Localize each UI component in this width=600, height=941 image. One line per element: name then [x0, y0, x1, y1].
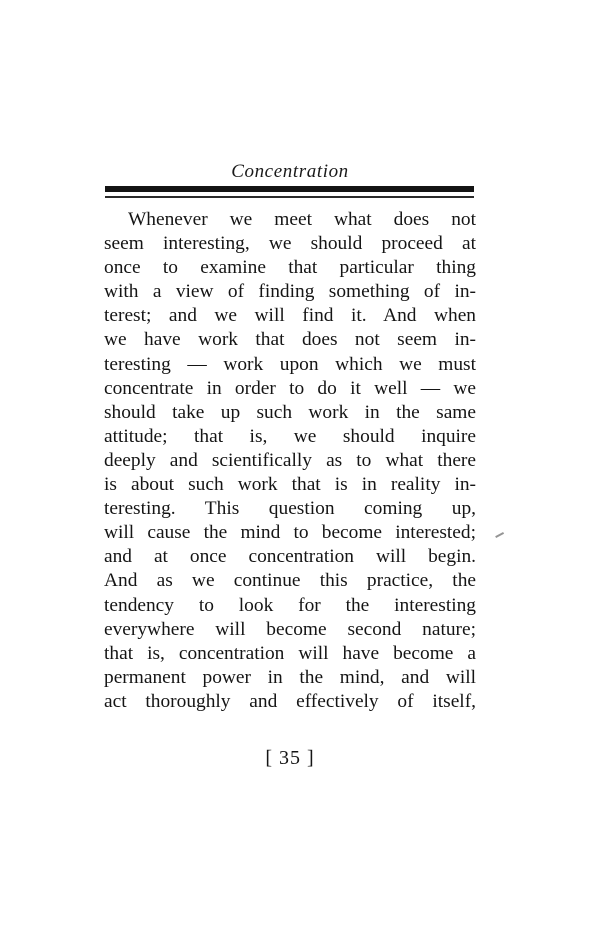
running-head: Concentration: [231, 161, 349, 182]
text-line: once to examine that particular thing: [104, 257, 476, 279]
text-line: teresting — work upon which we must: [104, 353, 476, 375]
text-line: Whenever we meet what does not: [128, 209, 476, 230]
text-line: teresting. This question coming up,: [104, 498, 476, 520]
text-line: And as we continue this practice, the: [104, 570, 476, 592]
header-rule-thin: [105, 196, 474, 198]
page-number: [ 35 ]: [265, 747, 315, 769]
text-line: permanent power in the mind, and will: [104, 666, 476, 688]
text-line: that is, concentration will have become a: [104, 642, 476, 664]
text-line: everywhere will become second nature;: [104, 618, 476, 640]
text-line: terest; and we will find it. And when: [104, 305, 476, 327]
text-line: seem interesting, we should proceed at: [104, 233, 476, 255]
text-line: act thoroughly and effectively of itself,: [104, 690, 476, 712]
text-line: is about such work that is in reality in-: [104, 474, 476, 496]
text-line: with a view of finding something of in-: [104, 281, 476, 303]
text-line: and at once concentration will begin.: [104, 546, 476, 568]
text-line: should take up such work in the same: [104, 401, 476, 423]
text-line: concentrate in order to do it well — we: [104, 377, 476, 399]
body-paragraph: [104, 208, 476, 714]
text-line: tendency to look for the interesting: [104, 594, 476, 616]
text-line: will cause the mind to become interested;: [104, 522, 476, 544]
text-line: attitude; that is, we should inquire: [104, 425, 476, 447]
header-rule-thick: [105, 186, 474, 192]
text-line: deeply and scientifically as to what there: [104, 449, 476, 471]
text-line: we have work that does not seem in-: [104, 329, 476, 351]
margin-pencil-mark: [495, 532, 504, 538]
